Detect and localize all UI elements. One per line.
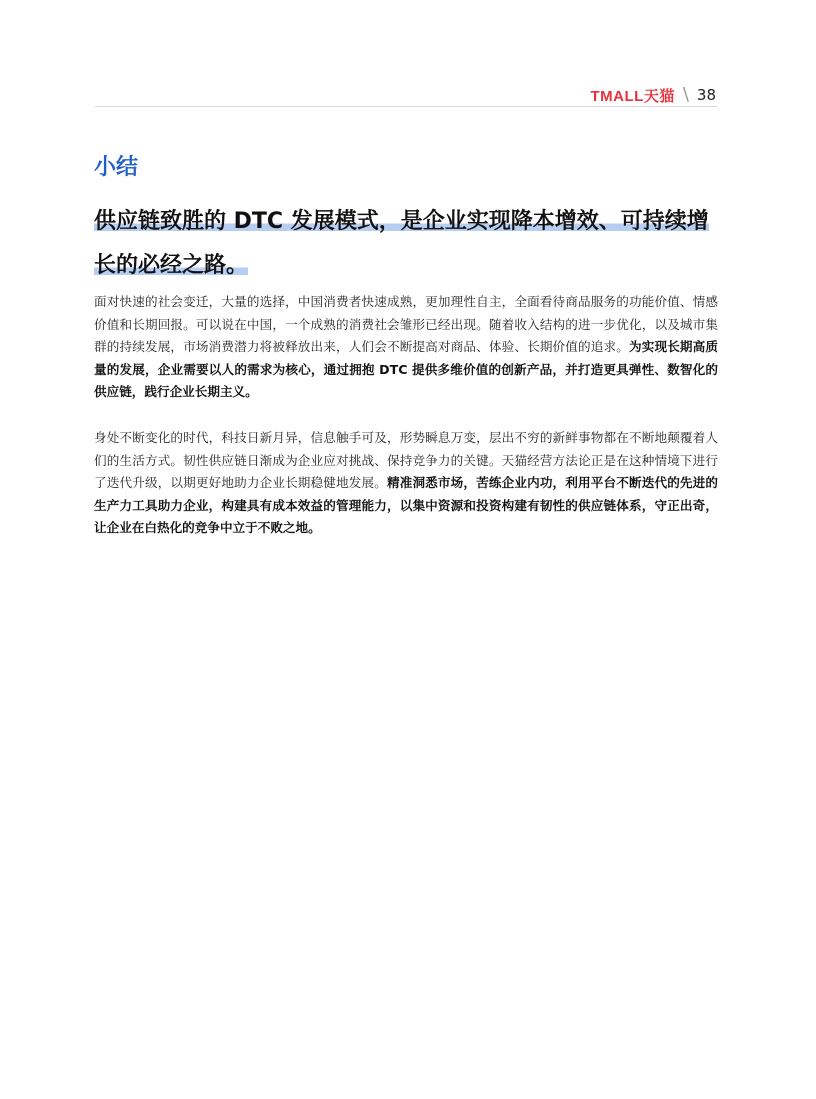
paragraph-2-bold: 精准洞悉市场，苦练企业内功，利用平台不断迭代的先进的生产力工具助力企业，构建具有成本效益的管理能力，以集中资源和投资构建有韧性的供应链体系，守正出奇，让企业在白热化的竞争中立于不败之地。 (94, 475, 719, 535)
page-header (591, 82, 717, 108)
tmall-logo: TMALL天猫 (590, 87, 675, 105)
paragraph-1-normal: 面对快速的社会变迁，大量的选择，中国消费者快速成熟，更加理性自主，全面看待商品服务的功能价值、情感价值和长期回报。可以说在中国，一个成熟的消费社会雏形已经出现。随着收入结构的进一步优化，以及城市集群的持续发展，市场消费潜力将被释放出来，人们会不断提高对商品、体验、长期价值的追求。 (94, 294, 718, 354)
section-title: 小结 (94, 155, 139, 180)
paragraph-1 (94, 291, 718, 404)
paragraph-1-bold: 为实现长期高质量的发展，企业需要以人的需求为核心，通过拥抱 DTC 提供多维价值的创新产品，并打造更具弹性、数智化的供应链，践行企业长期主义。 (94, 339, 719, 399)
page-number: 38 (696, 86, 716, 104)
header-rule (95, 106, 717, 107)
headline (94, 200, 724, 288)
header-separator: \ (682, 84, 689, 105)
paragraph-2-normal: 身处不断变化的时代，科技日新月异，信息触手可及，形势瞬息万变，层出不穷的新鲜事物都在不断地颠覆着人们的生活方式。韧性供应链日渐成为企业应对挑战、保持竞争力的关键。天猫经营方法论正是在这种情境下进行了迭代升级，以期更好地助力企业长期稳健地发展。 (94, 430, 718, 490)
headline-text: 供应链致胜的 DTC 发展模式，是企业实现降本增效、可持续增长的必经之路。 (94, 209, 709, 278)
paragraph-2 (94, 427, 718, 540)
